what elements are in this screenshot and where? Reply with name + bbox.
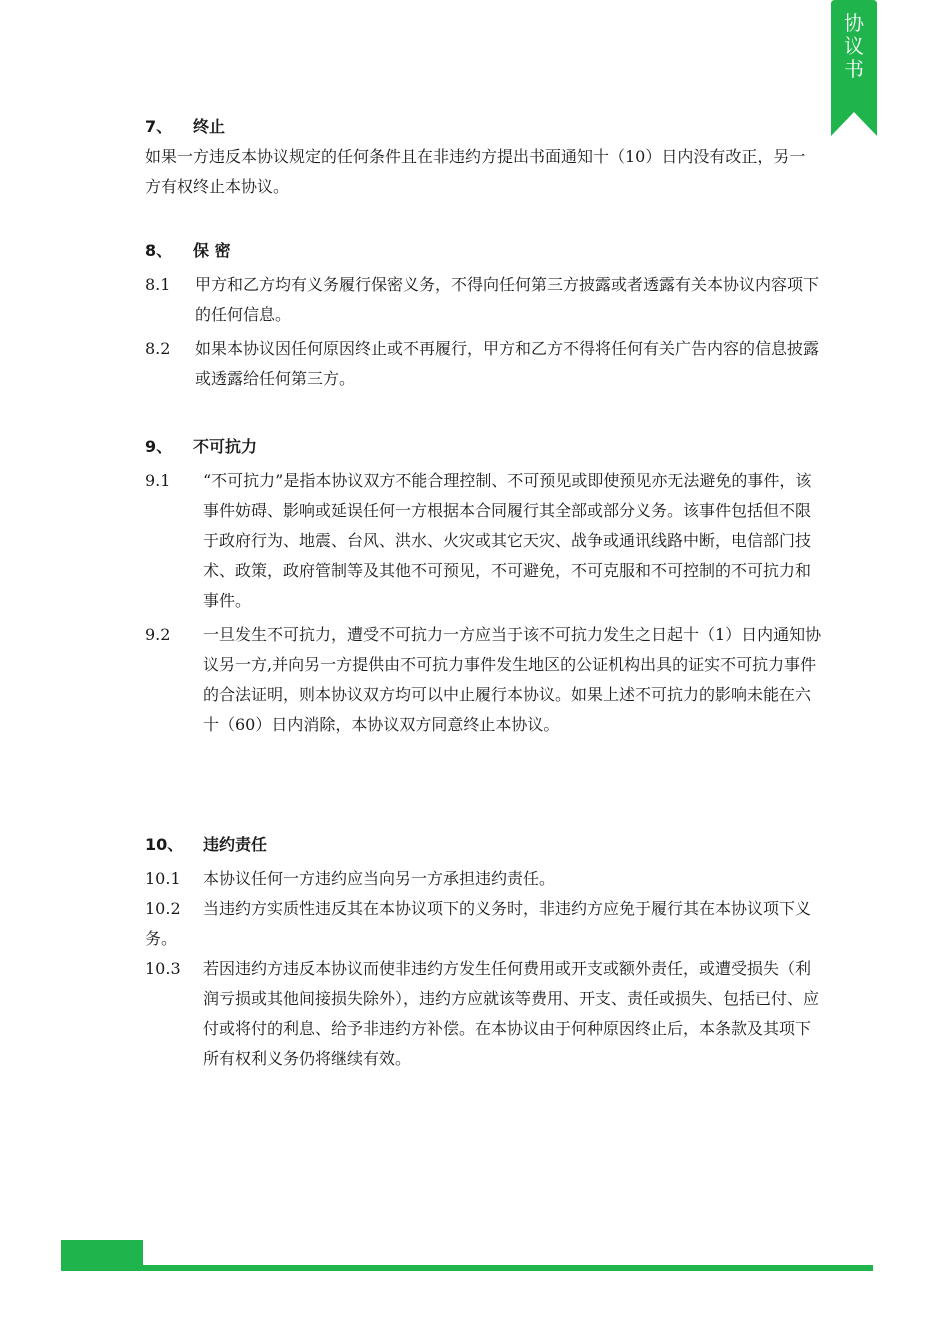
section-title: 保 密	[193, 241, 231, 260]
clause-text: 一旦发生不可抗力，遭受不可抗力一方应当于该不可抗力发生之日起十（1）日内通知协议另一方,并向另一方提供由不可抗力事件发生地区的公证机构出具的证实不可抗力事件的合法证明，则本协议双方均可以中止履行本协议。如果上述不可抗力的影响未能在六十（60）日内消除，本协议双方同意终止本协议。	[203, 625, 822, 734]
clause-text: 本协议任何一方违约应当向另一方承担违约责任。	[203, 869, 556, 888]
clause-10-2	[145, 894, 825, 954]
section-heading-confidentiality	[145, 236, 825, 266]
clause-10-1	[145, 864, 825, 894]
clause-number: 9.1	[145, 471, 171, 490]
clause-9-2	[145, 620, 825, 740]
section-heading-liability	[145, 830, 825, 860]
clause-10-3	[145, 954, 825, 1074]
section-number: 7、	[145, 117, 173, 136]
footer-rule	[143, 1265, 873, 1271]
clause-9-1	[145, 466, 825, 616]
section-number: 10、	[145, 835, 184, 854]
section-title: 不可抗力	[193, 437, 258, 456]
section-heading-force-majeure	[145, 432, 825, 462]
section-paragraph: 如果一方违反本协议规定的任何条件且在非违约方提出书面通知十（10）日内没有改正，另一方有权终止本协议。	[145, 147, 806, 196]
footer-accent-block	[61, 1240, 143, 1271]
clause-text: 如果本协议因任何原因终止或不再履行，甲方和乙方不得将任何有关广告内容的信息披露或透露给任何第三方。	[195, 339, 820, 388]
section-title: 终止	[193, 117, 226, 136]
clause-text: 当违约方实质性违反其在本协议项下的义务时，非违约方应免于履行其在本协议项下义务。	[145, 899, 812, 948]
bookmark-label: 协 议 书	[844, 11, 864, 81]
clause-number: 8.2	[145, 339, 171, 358]
clause-8-2	[145, 334, 825, 394]
clause-number: 9.2	[145, 625, 171, 644]
document-body	[145, 112, 825, 1074]
section-title: 违约责任	[203, 835, 268, 854]
clause-number: 10.2	[145, 899, 181, 918]
clause-text: 若因违约方违反本协议而使非违约方发生任何费用或开支或额外责任，或遭受损失（利润亏损或其他间接损失除外），违约方应就该等费用、开支、责任或损失、包括已付、应付或将付的利息、给予非违约方补偿。在本协议由于何种原因终止后，本条款及其项下所有权利义务仍将继续有效。	[203, 959, 820, 1068]
section-number: 9、	[145, 437, 173, 456]
clause-8-1	[145, 270, 825, 330]
clause-text: “不可抗力”是指本协议双方不能合理控制、不可预见或即使预见亦无法避免的事件，该事件妨碍、影响或延误任何一方根据本合同履行其全部或部分义务。该事件包括但不限于政府行为、地震、台风、洪水、火灾或其它天灾、战争或通讯线路中断，电信部门技术、政策，政府管制等及其他不可预见，不可避免，不可克服和不可控制的不可抗力和事件。	[203, 471, 812, 610]
clause-number: 8.1	[145, 275, 171, 294]
document-tab-bookmark	[831, 0, 877, 136]
section-number: 8、	[145, 241, 173, 260]
clause-text: 甲方和乙方均有义务履行保密义务，不得向任何第三方披露或者透露有关本协议内容项下的任何信息。	[195, 275, 820, 324]
clause-number: 10.1	[145, 869, 181, 888]
clause-number: 10.3	[145, 959, 181, 978]
section-heading-termination	[145, 112, 825, 142]
